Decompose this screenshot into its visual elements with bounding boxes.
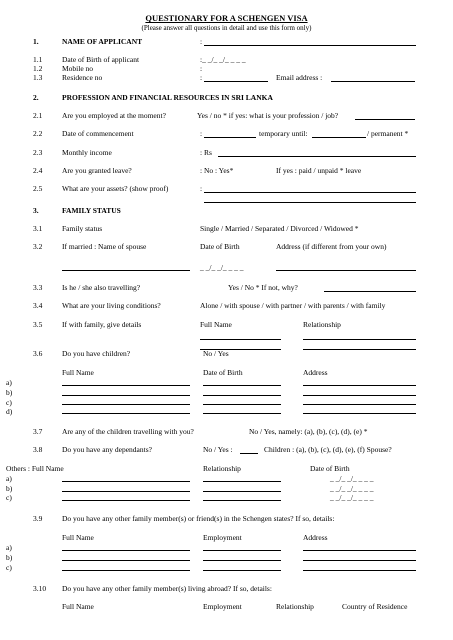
child-name-field[interactable] xyxy=(62,404,190,405)
living-conditions-options[interactable]: Alone / with spouse / with partner / with parents / with family xyxy=(200,301,386,310)
family-relationship-header: Relationship xyxy=(303,320,341,329)
spouse-travelling-options[interactable]: Yes / No * If not, why? xyxy=(228,283,298,292)
schengen-row-label: b) xyxy=(6,553,13,562)
q3-10-label: Do you have any other family member(s) living abroad? If so, details: xyxy=(62,584,272,593)
q3-8-num: 3.8 xyxy=(33,445,43,454)
q2-4-num: 2.4 xyxy=(33,166,43,175)
section-3-num: 3. xyxy=(33,206,39,215)
child-address-field[interactable] xyxy=(303,404,416,405)
q2-5-num: 2.5 xyxy=(33,184,43,193)
others-row-label: b) xyxy=(6,484,13,493)
temporary-field[interactable] xyxy=(312,137,366,138)
spouse-address-field[interactable] xyxy=(276,270,416,271)
profession-field[interactable] xyxy=(355,119,415,120)
q3-6-num: 3.6 xyxy=(33,349,43,358)
others-dob-field[interactable]: _ _/_ _/_ _ _ _ xyxy=(330,493,374,502)
q3-8-label: Do you have any dependants? xyxy=(62,445,152,454)
others-relationship-field[interactable] xyxy=(203,481,281,482)
others-dob-field[interactable]: _ _/_ _/_ _ _ _ xyxy=(330,484,374,493)
q3-1-num: 3.1 xyxy=(33,224,43,233)
others-relationship-field[interactable] xyxy=(203,500,281,501)
child-name-field[interactable] xyxy=(62,395,190,396)
q3-10-num: 3.10 xyxy=(33,584,47,593)
child-dob-field[interactable] xyxy=(203,413,281,414)
schengen-address-field[interactable] xyxy=(303,570,416,571)
q2-4-label: Are you granted leave? xyxy=(62,166,132,175)
child-address-field[interactable] xyxy=(303,395,416,396)
others-relationship-header: Relationship xyxy=(203,464,241,473)
schengen-row-label: c) xyxy=(6,563,12,572)
family-relationship-field-2[interactable] xyxy=(303,349,416,350)
section-2-num: 2. xyxy=(33,93,39,102)
others-row-label: a) xyxy=(6,474,12,483)
schengen-employment-field[interactable] xyxy=(203,560,281,561)
children-address-header: Address xyxy=(303,368,328,377)
children-row-label: b) xyxy=(6,388,13,397)
dependants-options[interactable]: No / Yes : xyxy=(203,445,233,454)
others-name-field[interactable] xyxy=(62,491,190,492)
child-address-field[interactable] xyxy=(303,413,416,414)
family-status-options[interactable]: Single / Married / Separated / Divorced / Widowed * xyxy=(200,224,359,233)
income-field[interactable] xyxy=(218,156,416,157)
dependants-children-options[interactable]: Children : (a), (b), (c), (d), (e), (f) Spouse? xyxy=(264,445,392,454)
abroad-country-header: Country of Residence xyxy=(342,602,408,611)
assets-colon: : xyxy=(200,184,203,193)
schengen-address-field[interactable] xyxy=(303,560,416,561)
q2-1-num: 2.1 xyxy=(33,111,43,120)
family-name-field-1[interactable] xyxy=(200,339,281,340)
others-row-label: c) xyxy=(6,493,12,502)
q2-2-label: Date of commencement xyxy=(62,129,134,138)
child-dob-field[interactable] xyxy=(203,404,281,405)
children-travelling-options[interactable]: No / Yes, namely: (a), (b), (c), (d), (e) * xyxy=(249,427,368,436)
schengen-name-header: Full Name xyxy=(62,533,94,542)
others-relationship-field[interactable] xyxy=(203,491,281,492)
abroad-name-header: Full Name xyxy=(62,602,94,611)
child-name-field[interactable] xyxy=(62,413,190,414)
q3-3-label: Is he / she also travelling? xyxy=(62,283,141,292)
q3-9-label: Do you have any other family member(s) or friend(s) in the Schengen states? If so, details: xyxy=(62,514,335,523)
schengen-employment-header: Employment xyxy=(203,533,242,542)
spouse-dob-field[interactable]: _ _/_ _/_ _ _ _ xyxy=(200,263,244,272)
schengen-employment-field[interactable] xyxy=(203,550,281,551)
q1-1-label: Date of Birth of applicant xyxy=(62,55,140,64)
leave-paid-options[interactable]: If yes : paid / unpaid * leave xyxy=(276,166,362,175)
q2-5-label: What are your assets? (show proof) xyxy=(62,184,169,193)
children-dob-header: Date of Birth xyxy=(203,368,243,377)
schengen-row-label: a) xyxy=(6,543,12,552)
others-name-field[interactable] xyxy=(62,481,190,482)
schengen-name-field[interactable] xyxy=(62,550,190,551)
child-address-field[interactable] xyxy=(303,385,416,386)
q2-2-num: 2.2 xyxy=(33,129,43,138)
others-dob-header: Date of Birth xyxy=(310,464,350,473)
q3-5-num: 3.5 xyxy=(33,320,43,329)
schengen-address-header: Address xyxy=(303,533,328,542)
form-title: QUESTIONARY FOR A SCHENGEN VISA xyxy=(145,13,308,23)
leave-options[interactable]: : No : Yes* xyxy=(200,166,234,175)
q2-3-label: Monthly income xyxy=(62,148,112,157)
children-name-header: Full Name xyxy=(62,368,94,377)
others-name-field[interactable] xyxy=(62,500,190,501)
q3-3-num: 3.3 xyxy=(33,283,43,292)
others-dob-field[interactable]: _ _/_ _/_ _ _ _ xyxy=(330,474,374,483)
email-label: Email address : xyxy=(276,73,323,82)
section-3-label: FAMILY STATUS xyxy=(62,206,121,215)
q3-1-label: Family status xyxy=(62,224,103,233)
commencement-colon: : xyxy=(200,129,203,138)
q2-1-label: Are you employed at the moment? xyxy=(62,111,166,120)
q1-3-label: Residence no xyxy=(62,73,103,82)
family-relationship-field-1[interactable] xyxy=(303,339,416,340)
schengen-address-field[interactable] xyxy=(303,550,416,551)
q3-2-label: If married : Name of spouse xyxy=(62,242,147,251)
q3-4-label: What are your living conditions? xyxy=(62,301,161,310)
section-2-label: PROFESSION AND FINANCIAL RESOURCES IN SRI LANKA xyxy=(62,93,273,102)
spouse-name-field[interactable] xyxy=(62,270,190,271)
assets-field-1[interactable] xyxy=(204,192,416,193)
permanent-label: / permanent * xyxy=(367,129,409,138)
children-row-label: c) xyxy=(6,398,12,407)
abroad-relationship-header: Relationship xyxy=(276,602,314,611)
abroad-employment-header: Employment xyxy=(203,602,242,611)
q3-2-num: 3.2 xyxy=(33,242,43,251)
q3-5-label: If with family, give details xyxy=(62,320,142,329)
q3-7-num: 3.7 xyxy=(33,427,43,436)
spouse-address-header: Address (if different from your own) xyxy=(276,242,387,251)
spouse-dob-header: Date of Birth xyxy=(200,242,240,251)
dob-field[interactable]: :_ _/_ _/_ _ _ _ xyxy=(200,55,246,64)
q1-3-num: 1.3 xyxy=(33,73,43,82)
child-dob-field[interactable] xyxy=(203,395,281,396)
employed-options[interactable]: Yes / no * if yes: what is your profession / job? xyxy=(197,111,339,120)
child-name-field[interactable] xyxy=(62,385,190,386)
commencement-field[interactable] xyxy=(204,137,256,138)
residence-field[interactable] xyxy=(204,81,268,82)
q1-2-label: Mobile no xyxy=(62,64,94,73)
applicant-name-colon: : xyxy=(200,37,203,46)
family-name-header: Full Name xyxy=(200,320,232,329)
q3-9-num: 3.9 xyxy=(33,514,43,523)
q3-4-num: 3.4 xyxy=(33,301,43,310)
schengen-employment-field[interactable] xyxy=(203,570,281,571)
children-row-label: a) xyxy=(6,378,12,387)
dependants-field[interactable] xyxy=(240,453,258,454)
section-1-num: 1. xyxy=(33,37,39,46)
others-name-header: Others : Full Name xyxy=(6,464,64,473)
income-prefix: : Rs xyxy=(200,148,212,157)
residence-colon: : xyxy=(200,73,203,82)
email-field[interactable] xyxy=(331,81,415,82)
q3-6-label: Do you have children? xyxy=(62,349,131,358)
children-options[interactable]: No / Yes xyxy=(203,349,229,358)
section-1-label: NAME OF APPLICANT xyxy=(62,37,143,46)
q2-3-num: 2.3 xyxy=(33,148,43,157)
children-row-label: d) xyxy=(6,407,13,416)
not-travelling-reason-field[interactable] xyxy=(324,291,416,292)
form-subtitle: (Please answer all questions in detail and use this form only) xyxy=(141,24,312,32)
q3-7-label: Are any of the children travelling with you? xyxy=(62,427,194,436)
assets-field-2[interactable] xyxy=(204,202,416,203)
q1-1-num: 1.1 xyxy=(33,55,43,64)
child-dob-field[interactable] xyxy=(203,385,281,386)
schengen-name-field[interactable] xyxy=(62,560,190,561)
temporary-label: temporary until: xyxy=(259,129,308,138)
applicant-name-field[interactable] xyxy=(204,45,416,46)
mobile-colon: : xyxy=(200,64,203,73)
q1-2-num: 1.2 xyxy=(33,64,43,73)
schengen-name-field[interactable] xyxy=(62,570,190,571)
